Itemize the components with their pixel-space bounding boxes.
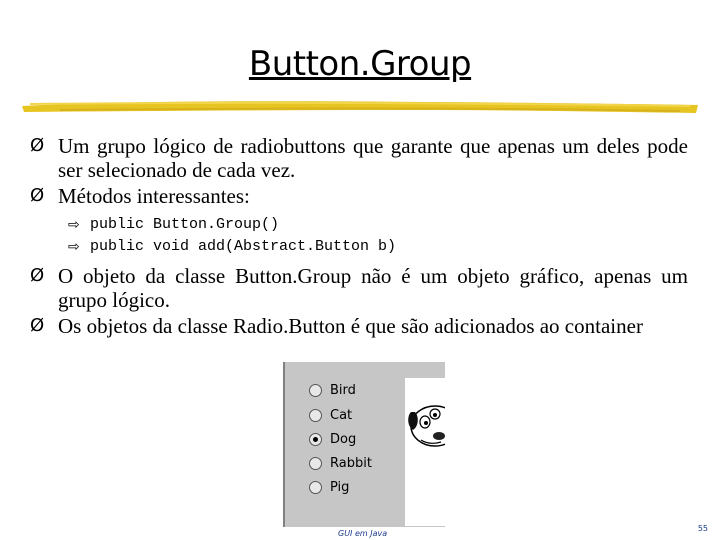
dog-cartoon-icon [405,378,445,458]
radio-label: Cat [330,407,353,423]
sub-item [68,214,688,236]
sub-text: public void add(Abstract.Button b) [90,238,397,255]
pet-image-panel [405,378,445,526]
sub-text: public Button.Group() [90,216,280,233]
radio-icon[interactable] [309,409,322,422]
bullet-marker-icon: Ø [30,315,45,336]
radio-icon[interactable] [309,481,322,494]
radio-label: Rabbit [330,455,372,471]
radio-icon[interactable] [309,384,322,397]
bullet-item [30,264,688,312]
radio-label: Bird [330,382,356,398]
radio-option-dog[interactable] [309,430,356,448]
page-number: 55 [697,524,708,533]
slide-title: Button.Group [248,44,472,84]
bullet-text: Um grupo lógico de radiobuttons que garante que apenas um deles pode ser selecionado de cada vez. [58,134,688,182]
radio-button-demo-window [283,362,445,527]
bullet-text: Métodos interessantes: [58,184,250,208]
bullet-item [30,314,688,338]
bullet-text: O objeto da classe Button.Group não é um objeto gráfico, apenas um grupo lógico. [58,264,688,312]
radio-icon[interactable] [309,457,322,470]
radio-option-pig[interactable] [309,478,349,496]
sub-list [68,214,688,258]
radio-option-cat[interactable] [309,406,352,424]
radio-label: Dog [330,431,357,447]
bullet-marker-icon: Ø [30,185,45,206]
arrow-icon: ⇨ [68,239,80,255]
radio-icon[interactable] [309,433,322,446]
arrow-icon: ⇨ [68,217,80,233]
bullet-item [30,134,688,182]
bullet-list [30,134,688,338]
bullet-marker-icon: Ø [30,135,45,156]
title-underline-bar [20,94,700,118]
bullet-marker-icon: Ø [30,265,45,286]
sub-item [68,236,688,258]
bullet-item [30,184,688,208]
radio-option-rabbit[interactable] [309,454,372,472]
footer-course-label: GUI em Java [338,529,388,538]
bullet-text: Os objetos da classe Radio.Button é que são adicionados ao container [58,314,643,338]
radio-label: Pig [330,479,350,495]
radio-option-bird[interactable] [309,381,356,399]
